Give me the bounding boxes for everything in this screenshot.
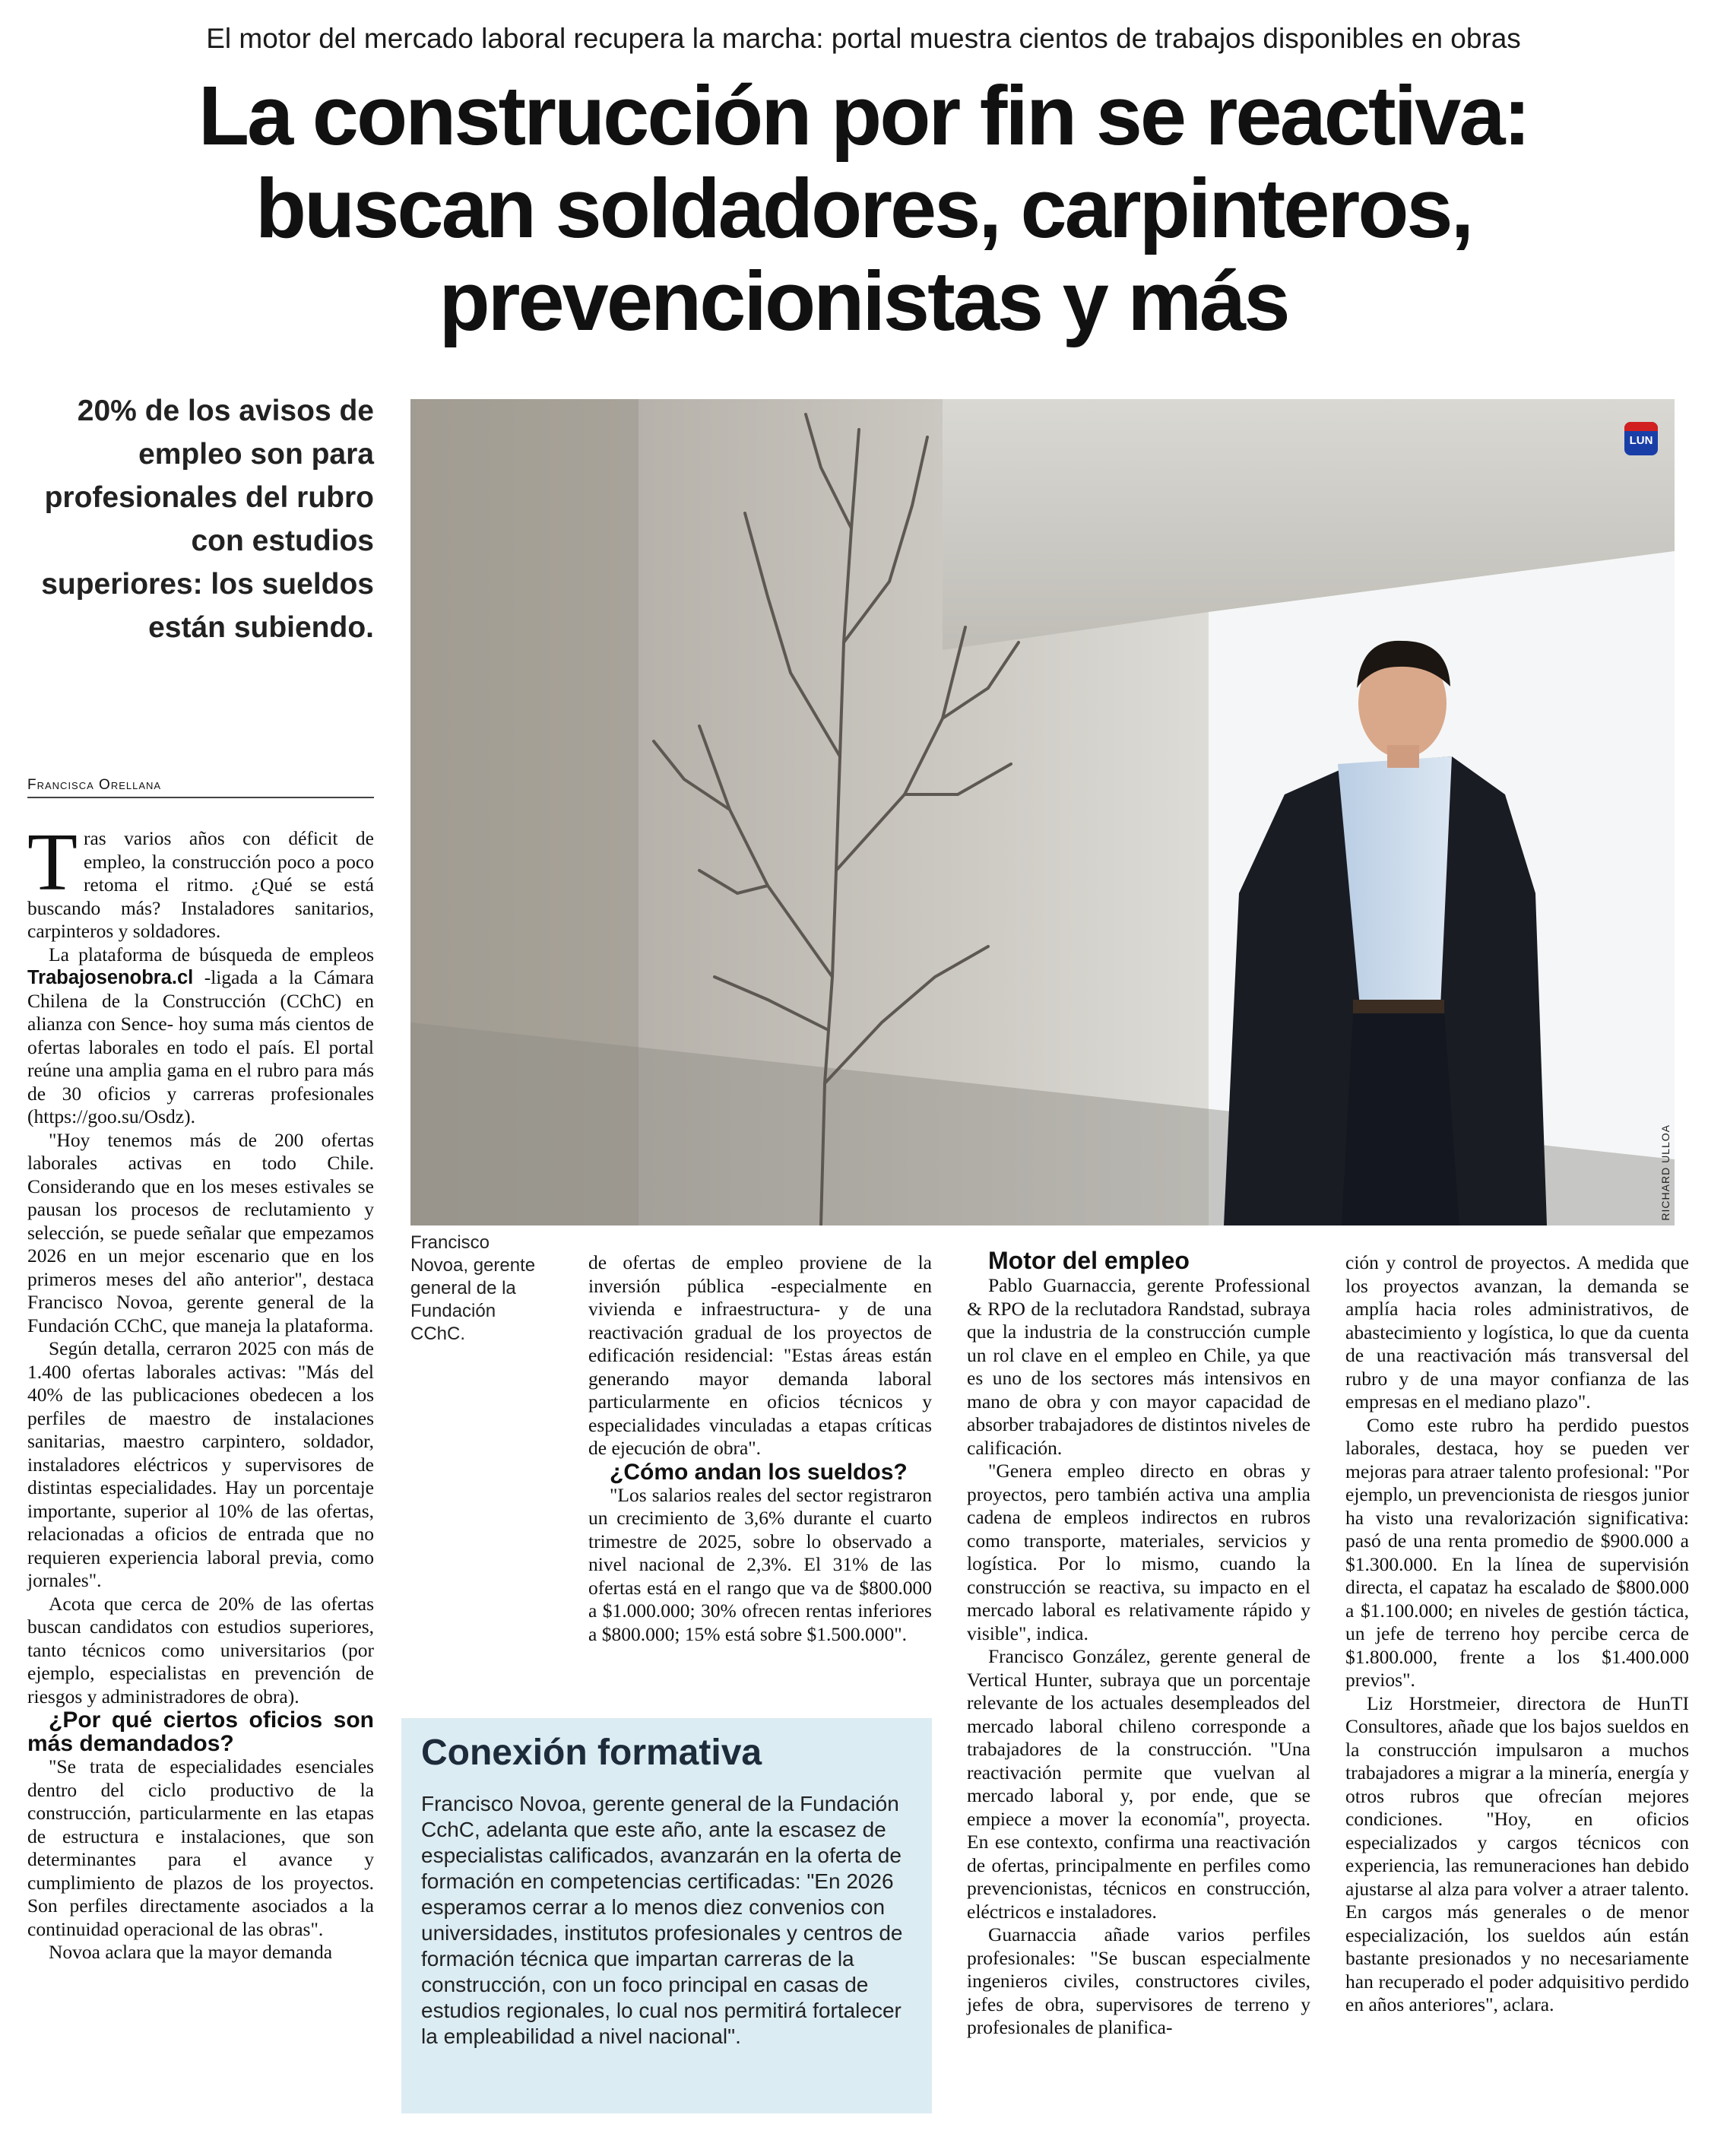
- article-paragraph: "Hoy tenemos más de 200 ofertas laborales activas en todo Chile. Considerando que en los meses estivales se pausan los procesos de reclutamiento y selección, se puede señalar que empezamos 2026 en un mejor escenario que en los primeros meses del año anterior", destaca Francisco Novoa, gerente general de la Fundación CChC, que maneja la plataforma.: [27, 1128, 374, 1336]
- photo: [410, 399, 1675, 1225]
- article-paragraph: Francisco González, gerente general de Vertical Hunter, subraya que un porcentaje relevante de los actuales desempleados del mercado laboral chileno corresponde a trabajadores de la construcción. "Una reactivación permite que vuelvan al mercado laboral y, por ende, que se empiece a mover la economía", proyecta. En ese contexto, confirma una reactivación de ofertas, principalmente en perfiles como prevencionistas, técnicos en construcción, eléctricos e instaladores.: [967, 1645, 1310, 1923]
- article-paragraph: "Genera empleo directo en obras y proyectos, pero también activa una amplia cadena de empleos indirectos en rubros como transporte, materiales, servicios y logística. Por lo mismo, cuando la construcción se reactiva, su impacto en el mercado laboral es relativamente rápido y visible", indica.: [967, 1460, 1310, 1644]
- article-paragraph: "Los salarios reales del sector registraron un crecimiento de 3,6% durante el cuarto trimestre de 2025, sobre lo observado a nivel nacional de 2,3%. El 31% de las ofertas está en el rango que va de $800.000 a $1.000.000; 30% ofrecen rentas inferiores a $800.000; 15% está sobre $1.500.000".: [588, 1483, 932, 1645]
- sidebar-box: [401, 1718, 932, 2113]
- subhead-oficios: ¿Por qué ciertos oficios son más demandados?: [27, 1707, 374, 1756]
- article-paragraph: Liz Horstmeier, directora de HunTI Consultores, añade que los bajos sueldos en la construcción impulsaron a muchos trabajadores a migrar a la minería, energía y otros rubros que ofrecían mejores condiciones. "Hoy, en oficios especializados y cargos técnicos con experiencia, las remuneraciones han debido ajustarse al alza para volver a atraer talento. En cargos más generales o de menor especialización, los sueldos aún están bastante presionados y no necesariamente han recuperado el poder adquisitivo perdido en años anteriores", aclara.: [1345, 1692, 1689, 2015]
- photo-caption: Francisco Novoa, gerente general de la Fundación CChC.: [410, 1232, 536, 1344]
- article-column-4: [1345, 1251, 1689, 2017]
- subhead-motor: Motor del empleo: [988, 1247, 1190, 1274]
- deck: 20% de los avisos de empleo son para profesionales del rubro con estudios superiores: los sueldos están subiendo.: [41, 395, 374, 644]
- byline-author: Francisca Orellana: [27, 777, 162, 793]
- portal-name: Trabajosenobra.cl: [27, 967, 194, 988]
- article-paragraph: Como este rubro ha perdido puestos laborales, destaca, hoy se pueden ver mejoras para atraer talento profesional: "Por ejemplo, un prevencionista de riesgos junior ha visto una revalorización significativa: pasó de una renta promedio de $900.000 a $1.300.000. En la línea de supervisión directa, el capataz ha escalado de $800.000 a $1.100.000; en niveles de gestión táctica, un jefe de terreno hoy percibe cerca de $1.800.000, frente a los $1.400.000 previos".: [1345, 1413, 1689, 1691]
- article-column-1: [27, 817, 374, 1964]
- photo-credit: RICHARD ULLOA: [1659, 1124, 1672, 1221]
- headline: [0, 70, 1727, 348]
- photo-illustration: [410, 399, 1675, 1225]
- headline-line-2: buscan soldadores, carpinteros,: [255, 162, 1472, 255]
- byline: [27, 777, 374, 798]
- article-paragraph: de ofertas de empleo proviene de la inversión pública -especialmente en vivienda e infraestructura- y de una reactivación gradual de los proyectos de edificación residencial: "Estas áreas están generando mayor demanda laboral particularmente en oficios técnicos y especialidades vinculadas a etapas críticas de ejecución de obra".: [588, 1251, 932, 1459]
- headline-line-3: prevencionistas y más: [439, 255, 1288, 348]
- article-paragraph: Tras varios años con déficit de empleo, la construcción poco a poco retoma el ritmo. ¿Qué se está buscando más? Instaladores sanitarios, carpinteros y soldadores.: [27, 817, 374, 942]
- box-text: Francisco Novoa, gerente general de la Fundación CchC, adelanta que este año, ante la escasez de especialistas calificados, avanzarán en la oferta de formación en competencias certificadas: "En 2026 esperamos cerrar a lo menos diez convenios con universidades, institutos profesionales y centros de formación técnica que impartan carreras de la construcción, con un foco principal en casas de estudios regionales, lo cual nos permitirá fortalecer la empleabilidad a nivel nacional".: [421, 1792, 903, 2048]
- article-paragraph: Pablo Guarnaccia, gerente Professional & RPO de la reclutadora Randstad, subraya que la industria de la construcción cumple un rol clave en el empleo en Chile, ya que es uno de los sectores más intensivos en mano de obra y con mayor capacidad de absorber trabajadores de distintos niveles de calificación.: [967, 1274, 1310, 1459]
- drop-cap: T: [27, 817, 78, 908]
- subhead-sueldos: ¿Cómo andan los sueldos?: [610, 1459, 908, 1485]
- kicker: El motor del mercado laboral recupera la marcha: portal muestra cientos de trabajos disponibles en obras: [206, 23, 1521, 54]
- article-paragraph: La plataforma de búsqueda de empleos Trabajosenobra.cl -ligada a la Cámara Chilena de la Construcción (CChC) en alianza con Sence- hoy suma más cientos de ofertas laborales en todo el país. El portal reúne una amplia gama en el rubro para más de 30 oficios y carreras profesionales (https://goo.su/Osdz).: [27, 943, 374, 1127]
- article-paragraph: ción y control de proyectos. A medida que los proyectos avanzan, la demanda se amplía hacia roles administrativos, de abastecimiento y logística, lo que da cuenta de una reactivación más transversal del rubro y de una mayor confianza de las empresas en el mediano plazo".: [1345, 1251, 1689, 1412]
- article-paragraph: "Se trata de especialidades esenciales dentro del ciclo productivo de la construcción, particularmente en las etapas de estructura e instalaciones, que son determinantes para el avance y cumplimiento de plazos de los proyectos. Son perfiles directamente asociados a la continuidad operacional de las obras".: [27, 1755, 374, 1940]
- article-column-2: [588, 1251, 932, 1646]
- article-column-3: [967, 1247, 1310, 2040]
- headline-line-1: La construcción por fin se reactiva:: [198, 69, 1529, 163]
- box-title: Conexión formativa: [421, 1733, 762, 1773]
- article-paragraph: Guarnaccia añade varios perfiles profesionales: "Se buscan especialmente ingenieros civiles, constructores civiles, jefes de obra, supervisores de terreno y profesionales de planifica-: [967, 1923, 1310, 2038]
- lun-logo: LUN: [1624, 422, 1658, 455]
- article-paragraph: Novoa aclara que la mayor demanda: [49, 1941, 333, 1963]
- article-paragraph: Según detalla, cerraron 2025 con más de 1.400 ofertas laborales activas: "Más del 40% de las publicaciones obedecen a los perfiles de maestro de instalaciones sanitarias, maestro carpintero, soldador, instaladores eléctricos y supervisores de distintas especialidades. Hay un porcentaje importante, superior al 10% de las ofertas, relacionadas a oficios de entrada que no requieren experiencia laboral previa, como jornales".: [27, 1337, 374, 1591]
- article-paragraph: Acota que cerca de 20% de las ofertas buscan candidatos con estudios superiores, tanto técnicos como universitarios (por ejemplo, especialistas en prevención de riesgos y administradores de obra).: [27, 1592, 374, 1707]
